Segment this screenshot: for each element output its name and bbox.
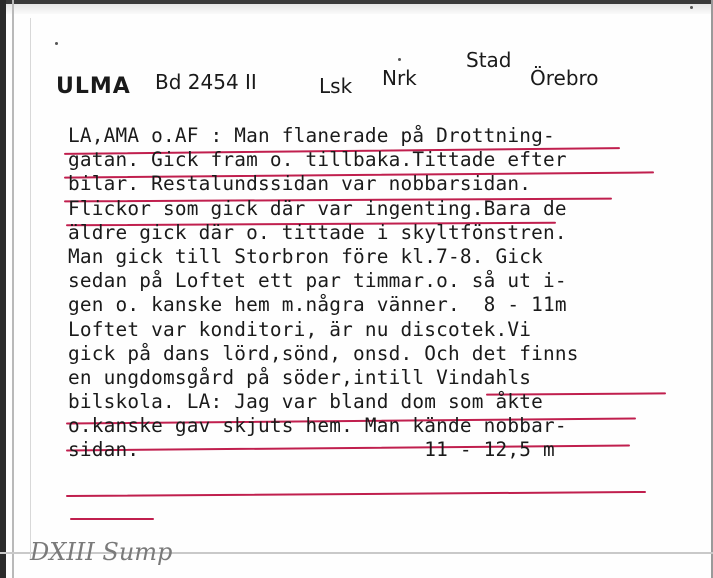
nrk-label: Nrk [382, 66, 417, 90]
text-line: en ungdomsgård på söder,intill Vindahls [68, 365, 532, 389]
speck [690, 6, 693, 9]
text-line: bilskola. LA: Jag var bland dom som åkte [68, 390, 543, 414]
card-left-border [12, 0, 14, 578]
text-line: Man gick till Storbron före kl.7-8. Gick [68, 244, 543, 268]
stad-label: Stad [466, 48, 512, 72]
text-line: Loftet var konditori, är nu discotek.Vi [68, 317, 532, 341]
speck [398, 58, 401, 61]
scan-top-shadow [0, 4, 713, 14]
text-line: äldre gick där o. tittade i skyltfönstren. [68, 220, 567, 244]
text-line: sedan på Loftet ett par timmar.o. så ut i- [68, 269, 567, 293]
lsk-label: Lsk [319, 74, 353, 98]
handwritten-note: DXIII Sump [30, 538, 173, 566]
scan-left-edge [0, 0, 6, 578]
text-line: sidan. 11 - 12,5 m [68, 438, 555, 462]
card-margin-line [30, 18, 31, 558]
archive-label: ULMA [56, 74, 131, 99]
text-line: LA,AMA o.AF : Man flanerade på Drottning- [68, 124, 555, 147]
text-line: gatan. Gick fram o. tillbaka.Tittade efter [68, 148, 567, 172]
text-line: gick på dans lörd,sönd, onsd. Och det finns [68, 341, 579, 365]
card-body-text [68, 124, 579, 463]
text-line: Flickor som gick där var ingenting.Bara de [68, 196, 567, 220]
text-line: o.kanske gav skjuts hem. Man kände nobbar- [68, 414, 567, 438]
text-line: gen o. kanske hem m.några vänner. 8 - 11m [68, 293, 567, 317]
underline-mark [70, 518, 154, 520]
reference-number: Bd 2454 II [155, 70, 257, 94]
speck [55, 42, 58, 45]
text-line: bilar. Restalundssidan var nobbarsidan. [68, 172, 532, 196]
underline-mark [66, 491, 646, 497]
city-value: Örebro [530, 66, 599, 90]
